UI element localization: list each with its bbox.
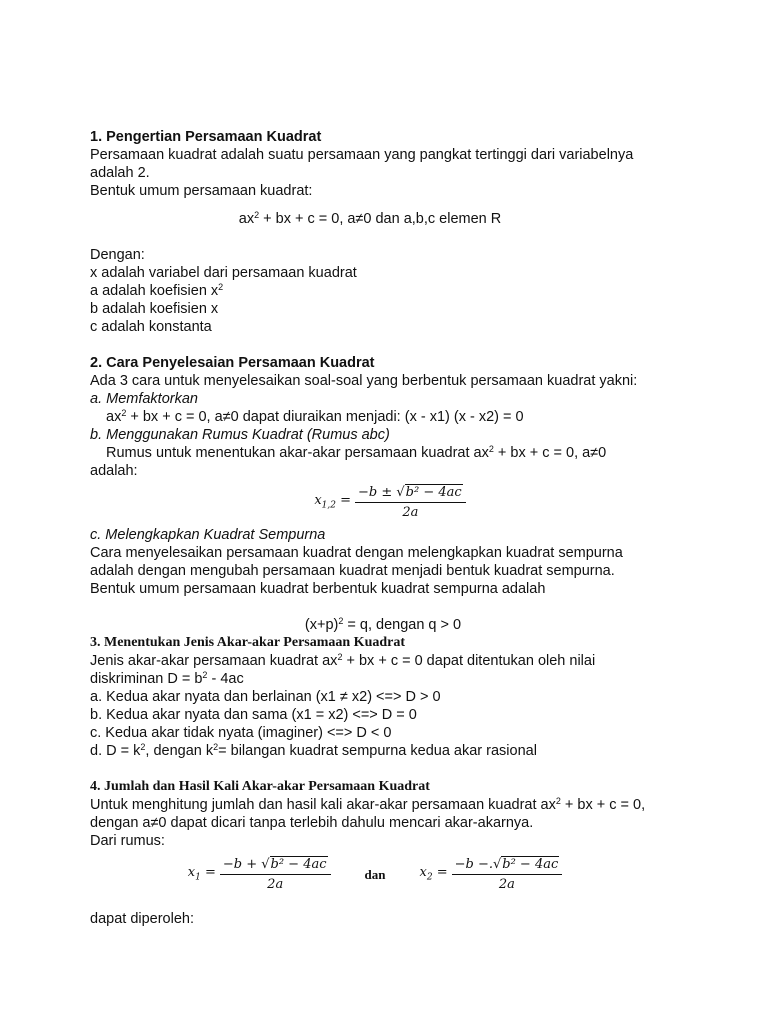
section-3-heading: 3. Menentukan Jenis Akar-akar Persamaan Kuadrat <box>90 635 406 650</box>
paragraph: Dengan: <box>90 247 145 263</box>
dan-label: dan <box>364 867 386 882</box>
paragraph: adalah dengan mengubah persamaan kuadrat menjadi bentuk kuadrat sempurna. <box>90 563 615 579</box>
section-4-heading: 4. Jumlah dan Hasil Kali Akar-akar Persamaan Kuadrat <box>90 779 430 794</box>
list-item: b adalah koefisien x <box>90 301 219 317</box>
section-2-heading: 2. Cara Penyelesaian Persamaan Kuadrat <box>90 355 375 371</box>
formula-fraction: $\frac{\text{−b ± √b² − 4ac}}{2a}$ <box>355 485 466 521</box>
list-item: x adalah variabel dari persamaan kuadrat <box>90 265 357 281</box>
x1-lhs: $x_1$ = <box>187 864 216 883</box>
method-c-title: c. Melengkapkan Kuadrat Sempurna <box>90 527 326 543</box>
paragraph: Persamaan kuadrat adalah suatu persamaan yang pangkat tertinggi dari variabelnya <box>90 147 634 163</box>
x2-lhs: $x_2$ = <box>419 864 448 883</box>
paragraph: Bentuk umum persamaan kuadrat berbentuk kuadrat sempurna adalah <box>90 581 546 597</box>
x2-fraction: $\frac{\text{−b −.√b² − 4ac}}{2a}$ <box>452 857 563 893</box>
paragraph: Dari rumus: <box>90 833 165 849</box>
paragraph: Bentuk umum persamaan kuadrat: <box>90 183 313 199</box>
method-b-text: Rumus untuk menentukan akar-akar persamaan kuadrat $ax^2$ + bx + c = 0, a≠0 <box>106 444 607 461</box>
x1-fraction: $\frac{\text{−b + √b² − 4ac}}{2a}$ <box>220 857 331 893</box>
paragraph: diskriminan $D = b^2 - 4ac$ <box>90 670 244 687</box>
formula-lhs: $x_{1,2}$ = <box>314 492 352 511</box>
method-b-title: b. Menggunakan Rumus Kuadrat (Rumus abc) <box>90 427 390 443</box>
list-item: a adalah koefisien $x^2$ <box>90 282 224 299</box>
paragraph: Ada 3 cara untuk menyelesaikan soal-soal yang berbentuk persamaan kuadrat yakni: <box>90 373 638 389</box>
paragraph: dapat diperoleh: <box>90 911 194 927</box>
list-item: a. Kedua akar nyata dan berlainan (x1 ≠ x2) <=> D > 0 <box>90 689 441 705</box>
paragraph: Cara menyelesaikan persamaan kuadrat dengan melengkapkan kuadrat sempurna <box>90 545 623 561</box>
list-item: c adalah konstanta <box>90 319 212 335</box>
paragraph: Untuk menghitung jumlah dan hasil kali akar-akar persamaan kuadrat $ax^2$ + bx + c = 0, <box>90 796 646 813</box>
paragraph: adalah: <box>90 463 138 479</box>
list-item: d. $D = k^2$, dengan $k^2=$ bilangan kuadrat sempurna kedua akar rasional <box>90 742 537 759</box>
paragraph: dengan a≠0 dapat dicari tanpa terlebih dahulu mencari akar-akarnya. <box>90 815 534 831</box>
roots-formulas <box>90 850 690 900</box>
list-item: c. Kedua akar tidak nyata (imaginer) <=> D < 0 <box>90 725 392 741</box>
list-item: b. Kedua akar nyata dan sama (x1 = x2) <=> D = 0 <box>90 707 417 723</box>
general-form-formula: $ax^2$ + bx + c = 0, a≠0 dan a,b,c elemen R <box>238 210 502 227</box>
document-content <box>90 128 690 928</box>
method-a-title: a. Memfaktorkan <box>90 391 198 407</box>
paragraph: Jenis akar-akar persamaan kuadrat $ax^2$ + bx + c = 0 dapat ditentukan oleh nilai <box>90 652 596 669</box>
perfect-square-formula: $(x+p)^2 = q$, dengan q > 0 <box>304 616 462 633</box>
abc-formula <box>90 480 690 526</box>
section-1-heading: 1. Pengertian Persamaan Kuadrat <box>90 129 322 145</box>
paragraph: adalah 2. <box>90 165 150 181</box>
method-a-text: $ax^2$ + bx + c = 0, a≠0 dapat diuraikan menjadi: (x - x1) (x - x2) = 0 <box>106 408 524 425</box>
